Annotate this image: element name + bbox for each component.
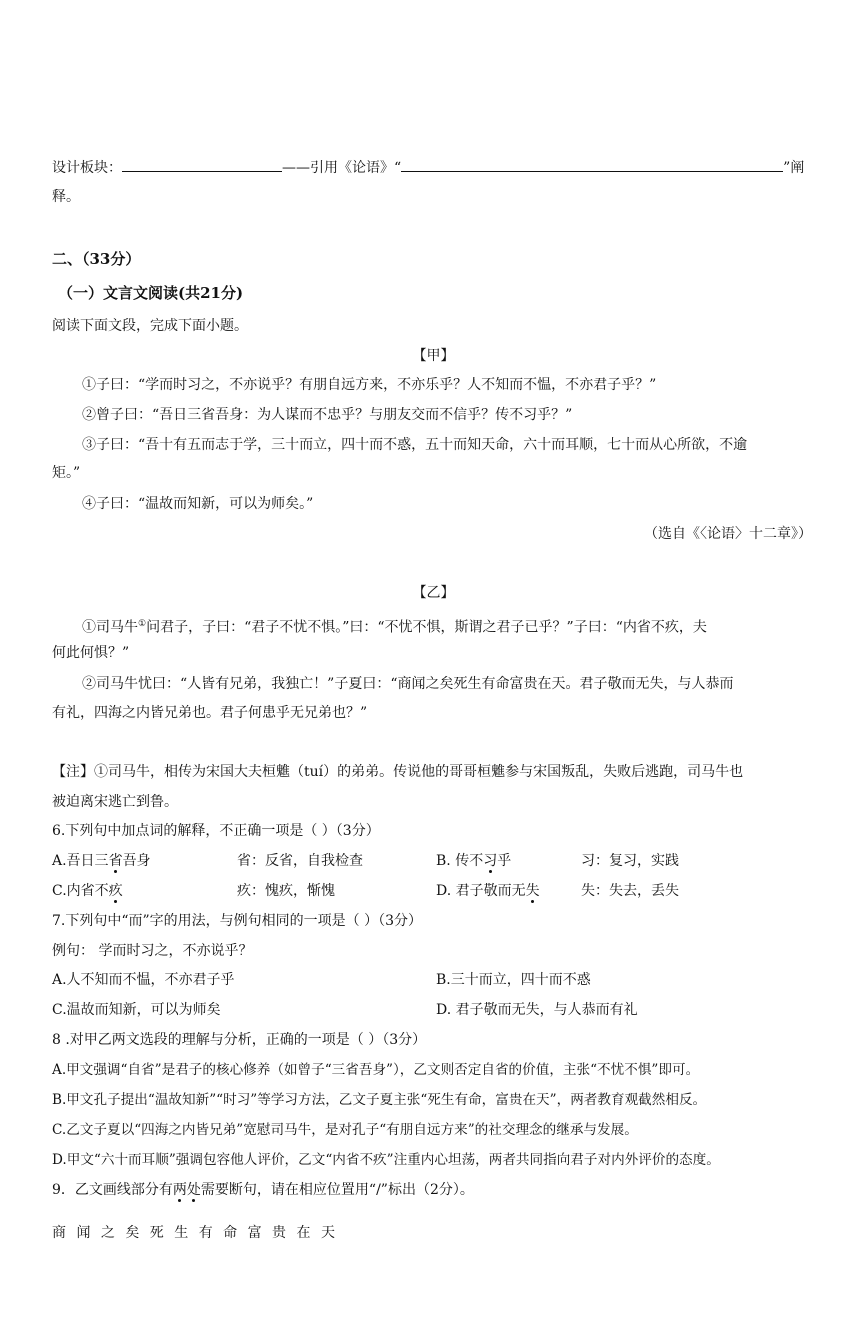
q7-option-c[interactable]: C.温故而知新，可以为师矣 [52, 1002, 221, 1018]
q6-option-b-explanation: 习：复习，实践 [581, 853, 679, 869]
jia-para-3-cont: 矩。” [52, 465, 81, 481]
q9-stem-start: 9．乙文画线部分有 [52, 1182, 173, 1198]
q6-b-text: B. 传不 [436, 853, 484, 869]
yi-para-2: ②司马牛忧曰：“人皆有兄弟，我独亡！”子夏曰：“商闻之矣死生有命富贵在天。君子敬而无失，与人恭而 [82, 676, 734, 692]
design-prefix: 设计板块： [52, 160, 122, 176]
q8-option-b[interactable]: B.甲文孔子提出“温故知新”“时习”等学习方法，乙文子夏主张“死生有命，富贵在天”，两者教育观截然相反。 [52, 1092, 707, 1108]
q6-d-dotted-char: 失 [525, 883, 540, 899]
footnote-marker: ① [138, 619, 147, 629]
design-continuation: 释。 [52, 189, 80, 205]
design-close: ”阐 [783, 160, 805, 176]
q6-option-d-explanation: 失：失去，丢失 [581, 883, 679, 899]
q9-dotted-char-1: 两 [172, 1182, 187, 1198]
q7-option-b[interactable]: B.三十而立，四十而不惑 [436, 972, 591, 988]
sub-heading: （一）文言文阅读(共21分) [58, 284, 244, 302]
q7-option-a[interactable]: A.人不知而不愠，不亦君子乎 [52, 972, 235, 988]
q9-stem-end: 需要断句，请在相应位置用“/”标出（2分）。 [200, 1182, 474, 1198]
q7-example: 例句： 学而时习之，不亦说乎？ [52, 943, 253, 959]
q6-a-text-end: 吾身 [122, 853, 151, 869]
q6-option-d[interactable] [436, 881, 540, 901]
q8-option-a[interactable]: A.甲文强调“自省”是君子的核心修养（如曾子“三省吾身”），乙文则否定自省的价值，主张“不忧不惧”即可。 [52, 1062, 700, 1078]
jia-source: （选自《〈论语〉十二章》） [644, 526, 812, 542]
jia-para-3: ③子曰：“吾十有五而志于学，三十而立，四十而不惑，五十而知天命，六十而耳顺，七十而从心所欲，不逾 [82, 437, 748, 453]
q6-option-a-explanation: 省：反省，自我检查 [237, 853, 363, 869]
q6-option-c[interactable] [52, 881, 123, 901]
q7-option-d[interactable]: D. 君子敬而无失，与人恭而有礼 [436, 1002, 638, 1018]
note-line-2: 被迫离宋逃亡到鲁。 [52, 794, 178, 810]
yi-para-1-rest: 问君子，子曰：“君子不忧不惧。”曰：“不忧不惧，斯谓之君子已乎？”子曰：“内省不疚，夫 [146, 619, 707, 636]
note-line-1: 【注】①司马牛，相传为宋国大夫桓魋（tuí）的弟弟。传说他的哥哥桓魋参与宋国叛乱，失败后逃跑，司马牛也 [52, 764, 744, 780]
design-line [52, 157, 804, 178]
q6-a-text: A.吾日三 [52, 853, 109, 869]
q9-sentence-to-punctuate[interactable]: 商 闻 之 矣 死 生 有 命 富 贵 在 天 [52, 1225, 338, 1241]
q6-b-dotted-char: 习 [483, 853, 498, 869]
q6-a-dotted-char: 省 [108, 853, 123, 869]
q6-option-b[interactable] [436, 851, 511, 871]
jia-para-1: ①子曰：“学而时习之，不亦说乎？有朋自远方来，不亦乐乎？人不知而不愠，不亦君子乎？” [82, 377, 657, 393]
q6-c-dotted-char: 疚 [108, 883, 123, 899]
yi-para-1-start: ①司马牛 [82, 619, 138, 636]
design-dash: ——引用《论语》“ [282, 160, 402, 176]
yi-para-2-cont: 有礼，四海之内皆兄弟也。君子何患乎无兄弟也？” [52, 705, 368, 721]
q6-option-c-explanation: 疚：愧疚，惭愧 [237, 883, 335, 899]
q8-option-c[interactable]: C.乙文子夏以“四海之内皆兄弟”宽慰司马牛，是对孔子“有朋自远方来”的社交理念的继承与发展。 [52, 1122, 638, 1138]
instruction: 阅读下面文段，完成下面小题。 [52, 318, 248, 334]
section-heading: 二、（33分） [52, 250, 141, 268]
q6-d-text: D. 君子敬而无 [436, 883, 526, 899]
answer-blank-plate[interactable] [122, 157, 282, 172]
q8-stem: 8 .对甲乙两文选段的理解与分析，正确的一项是（ ）（3分） [52, 1032, 427, 1048]
jia-para-2: ②曾子曰：“吾日三省吾身：为人谋而不忠乎？与朋友交而不信乎？传不习乎？” [82, 407, 573, 423]
q8-option-d[interactable]: D.甲文“六十而耳顺”强调包容他人评价，乙文“内省不疚”注重内心坦荡，两者共同指向君子对内外评价的态度。 [52, 1152, 720, 1168]
passage-jia-title: 【甲】 [412, 348, 455, 364]
answer-blank-quote[interactable] [401, 157, 783, 172]
q6-b-text-end: 乎 [497, 853, 512, 869]
q6-c-text: C.内省不 [52, 883, 109, 899]
jia-para-4: ④子曰：“温故而知新，可以为师矣。” [82, 496, 314, 512]
q6-option-a[interactable] [52, 851, 151, 871]
q9-stem [52, 1180, 474, 1200]
q7-stem: 7.下列句中“而”字的用法，与例句相同的一项是（ ）（3分） [52, 913, 423, 929]
yi-para-1-cont: 何此何惧？” [52, 645, 130, 661]
yi-para-1 [82, 614, 707, 638]
q9-dotted-char-2: 处 [186, 1182, 201, 1198]
passage-yi-title: 【乙】 [412, 585, 455, 601]
q6-stem: 6.下列句中加点词的解释，不正确一项是（ ）（3分） [52, 823, 380, 839]
